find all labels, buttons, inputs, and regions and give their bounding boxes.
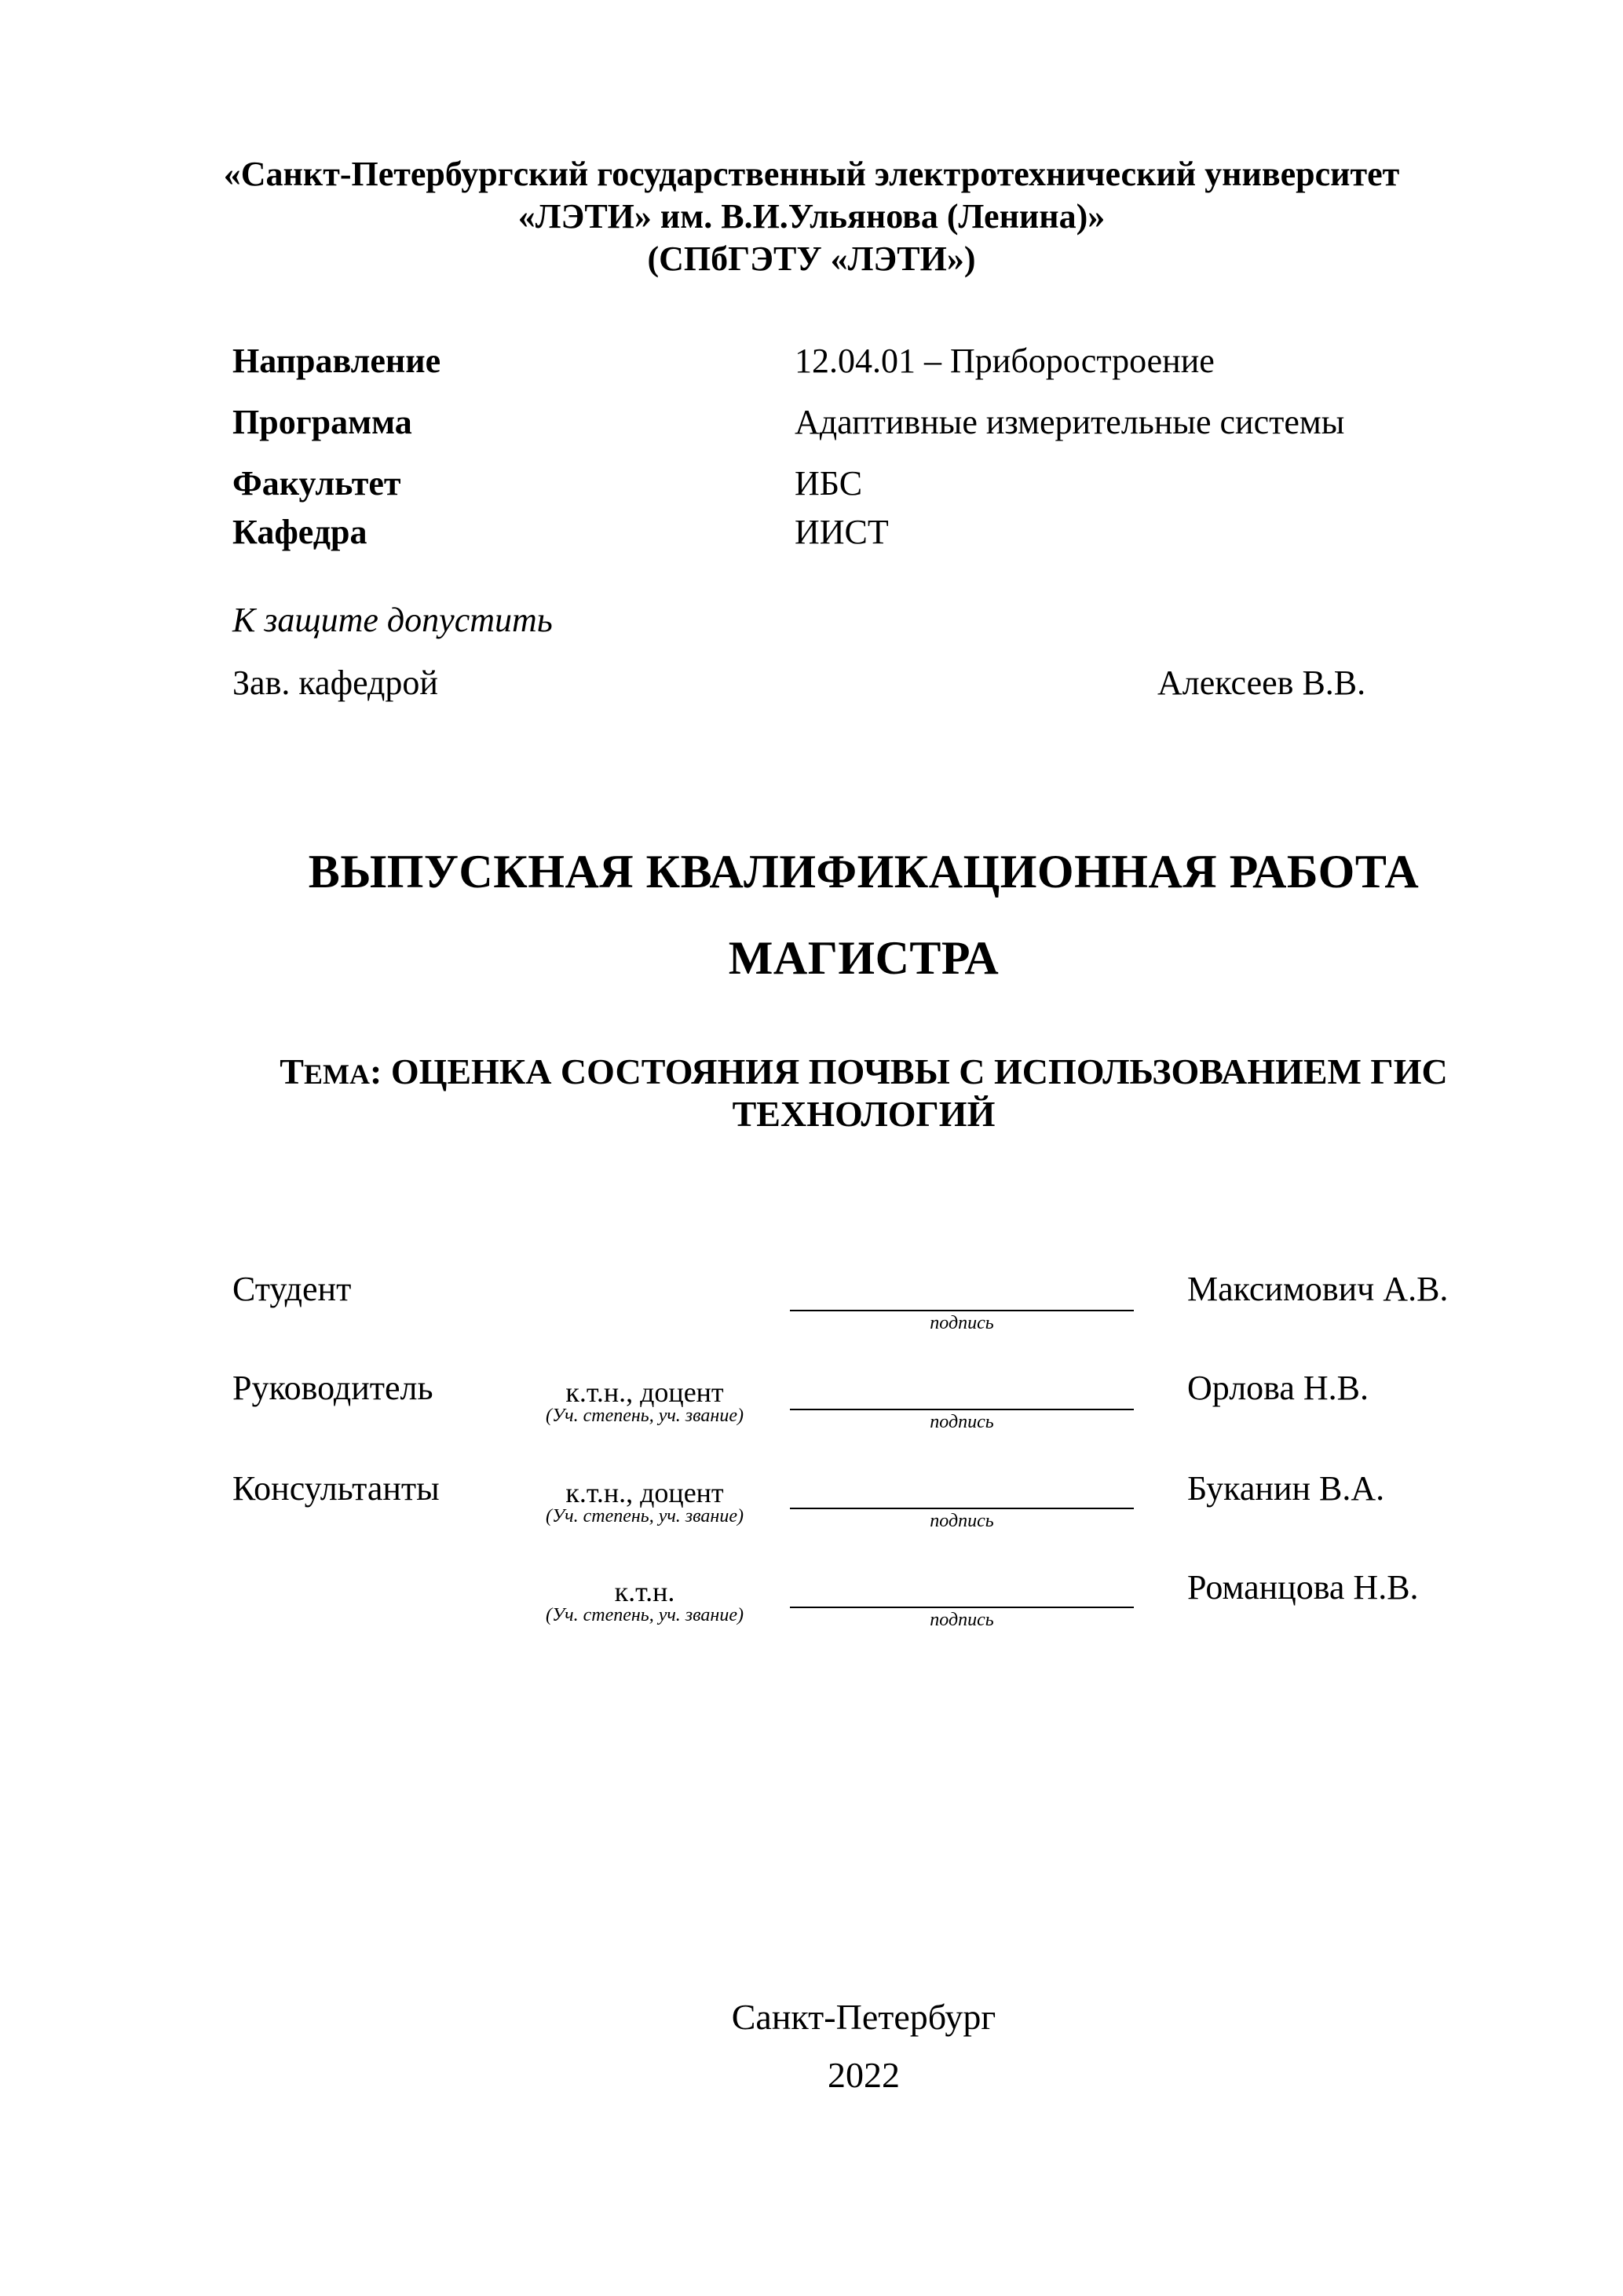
role-student: Студент [232,1270,352,1308]
signature-line-student [790,1310,1134,1311]
signature-line-consultant-1 [790,1508,1134,1509]
department-label: Кафедра [232,513,367,551]
year: 2022 [828,2055,900,2095]
topic-colon: : [369,1051,382,1091]
topic-text-line2: ТЕХНОЛОГИЙ [732,1094,996,1134]
signature-caption-consultant-2: подпись [930,1610,994,1630]
name-student: Максимович А.В. [1187,1270,1449,1308]
work-title-line1: ВЫПУСКНАЯ КВАЛИФИКАЦИОННАЯ РАБОТА [308,846,1420,898]
program-value: Адаптивные измерительные системы [795,403,1345,441]
program-label: Программа [232,403,412,441]
department-value: ИИСТ [795,513,889,551]
head-of-department-label: Зав. кафедрой [232,664,438,702]
signature-caption-supervisor: подпись [930,1412,994,1432]
degree-caption-consultant-2: (Уч. степень, уч. звание) [546,1605,744,1625]
work-title-line2: МАГИСТРА [728,932,1000,984]
city: Санкт-Петербург [731,1997,996,2037]
direction-label: Направление [232,342,441,380]
university-name-line1: «Санкт-Петербургский государственный электротехнический университет [223,155,1400,193]
signature-line-supervisor [790,1409,1134,1410]
topic-prefix-rest: ЕМА [303,1058,370,1090]
degree-caption-consultant-1: (Уч. степень, уч. звание) [546,1506,744,1526]
topic-text-line1: ОЦЕНКА СОСТОЯНИЯ ПОЧВЫ С ИСПОЛЬЗОВАНИЕМ ГИС [390,1051,1448,1091]
name-consultant-2: Романцова Н.В. [1187,1568,1419,1607]
signature-caption-student: подпись [930,1313,994,1333]
topic-prefix-first: Т [280,1051,304,1091]
signature-caption-consultant-1: подпись [930,1511,994,1531]
name-consultant-1: Буканин В.А. [1187,1469,1385,1508]
degree-consultant-2: к.т.н. [614,1576,675,1607]
signature-line-consultant-2 [790,1607,1134,1608]
faculty-label: Факультет [232,464,401,503]
role-supervisor: Руководитель [232,1369,433,1407]
faculty-value: ИБС [795,464,863,503]
admission-text: К защите допустить [232,601,553,639]
direction-value: 12.04.01 – Приборостроение [795,342,1215,380]
topic-line1 [0,1051,1623,1092]
degree-caption-supervisor: (Уч. степень, уч. звание) [546,1406,744,1426]
head-of-department-name: Алексеев В.В. [1157,664,1366,702]
role-consultants: Консультанты [232,1469,440,1508]
name-supervisor: Орлова Н.В. [1187,1369,1369,1407]
university-name-line2: «ЛЭТИ» им. В.И.Ульянова (Ленина)» [517,197,1106,236]
degree-supervisor: к.т.н., доцент [565,1377,724,1408]
university-abbreviation: (СПбГЭТУ «ЛЭТИ») [647,239,976,278]
degree-consultant-1: к.т.н., доцент [565,1477,724,1508]
